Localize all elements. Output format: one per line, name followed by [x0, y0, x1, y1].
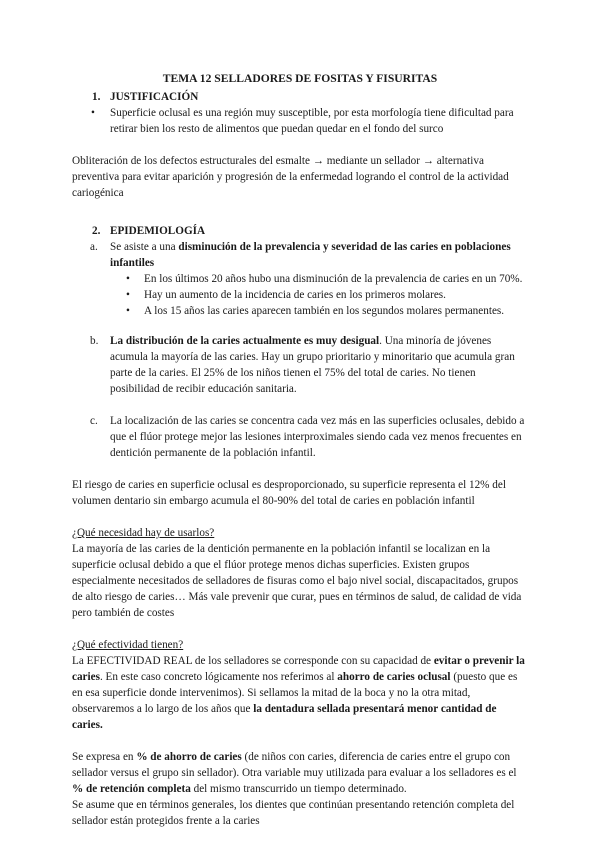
paragraph-obliteracion: Obliteración de los defectos estructurales del esmalte → mediante un sellador → alternativa preventiva para evitar aparición y progresión de la enfermedad logrando el control de la actividad cariogénica: [72, 155, 509, 199]
section-justificacion-heading: [72, 89, 528, 105]
list-item: • A los 15 años las caries aparecen también en los segundos molares permanentes.: [144, 303, 528, 319]
section-epidemiologia-heading: [72, 223, 528, 239]
item-b-text: . Una minoría de jóvenes acumula la mayoría de las caries. Hay un grupo prioritario y minoritario que acumula gran parte de la caries. El 25% de los niños tienen el 75% del total de caries. No tienen posibilidad de recibir educación sanitaria.: [110, 335, 515, 395]
expresa-text: Se expresa en % de ahorro de caries (de niños con caries, diferencia de caries entre el grupo con sellador versus el grupo sin sellador). Otra variable muy utilizada para evaluar a los selladores es el % de retención completa del mismo transcurrido un tiempo determinado.: [72, 751, 517, 795]
item-letter: c.: [90, 415, 98, 427]
item-letter: b.: [90, 335, 99, 347]
list-item: • En los últimos 20 años hubo una disminución de la prevalencia de caries en un 70%.: [144, 271, 528, 287]
item-a-bold: disminución de la prevalencia y severidad de las caries en poblaciones infantiles: [110, 241, 511, 269]
paragraph-riesgo: El riesgo de caries en superficie oclusal es desproporcionado, su superficie representa el 12% del volumen dentario sin embargo acumula el 80-90% del total de caries en población infantil: [72, 479, 506, 507]
item-a: [72, 239, 528, 271]
section-heading-text: EPIDEMIOLOGÍA: [110, 225, 206, 237]
efectividad-text: La EFECTIVIDAD REAL de los selladores se corresponde con su capacidad de evitar o prevenir la caries. En este caso concreto lógicamente nos referimos al ahorro de caries oclusal (puesto que es en esa superficie donde intervenimos). Si sellamos la mitad de la boca y no la otra mitad, observaremos a lo largo de los años que la dentadura sellada presentará menor cantidad de caries.: [72, 655, 525, 731]
item-letter: a.: [90, 241, 98, 253]
justificacion-list: [72, 105, 528, 137]
section-number: 1.: [92, 91, 101, 103]
efectividad-heading: ¿Qué efectividad tienen?: [72, 639, 184, 651]
item-c: [72, 413, 528, 461]
section-number: 2.: [92, 225, 101, 237]
epidemiologia-sublist: [72, 271, 528, 319]
item-b-bold: La distribución de la caries actualmente es muy desigual: [110, 335, 380, 347]
asume-text: Se asume que en términos generales, los dientes que continúan presentando retención completa del sellador están protegidos frente a la caries: [72, 799, 515, 827]
item-c-text: La localización de las caries se concentra cada vez más en las superficies oclusales, debido a que el flúor protege mejor las lesiones interproximales siendo cada vez menos frecuentes en dentición permanente de la población infantil.: [110, 415, 525, 459]
necesidad-text: La mayoría de las caries de la dentición permanente en la población infantil se localizan en la superficie oclusal debido a que el flúor protege menos dichas superficies. Existen grupos especialmente necesitados de selladores de fisuras como el bajo nivel social, discapacitados, grupos de alto riesgo de caries… Más vale prevenir que curar, pues en términos de salud, de calidad de vida pero también de costes: [72, 543, 522, 619]
page-title: TEMA 12 SELLADORES DE FOSITAS Y FISURITAS: [162, 72, 438, 85]
necesidad-heading: ¿Qué necesidad hay de usarlos?: [72, 527, 215, 539]
list-item: • Superficie oclusal es una región muy susceptible, por esta morfología tiene dificultad para retirar bien los resto de alimentos que puedan quedar en el fondo del surco: [110, 105, 528, 137]
list-item: • Hay un aumento de la incidencia de caries en los primeros molares.: [144, 287, 528, 303]
item-a-lead: Se asiste a una: [110, 241, 179, 253]
item-b: [72, 333, 528, 397]
section-heading-text: JUSTIFICACIÓN: [110, 91, 199, 103]
